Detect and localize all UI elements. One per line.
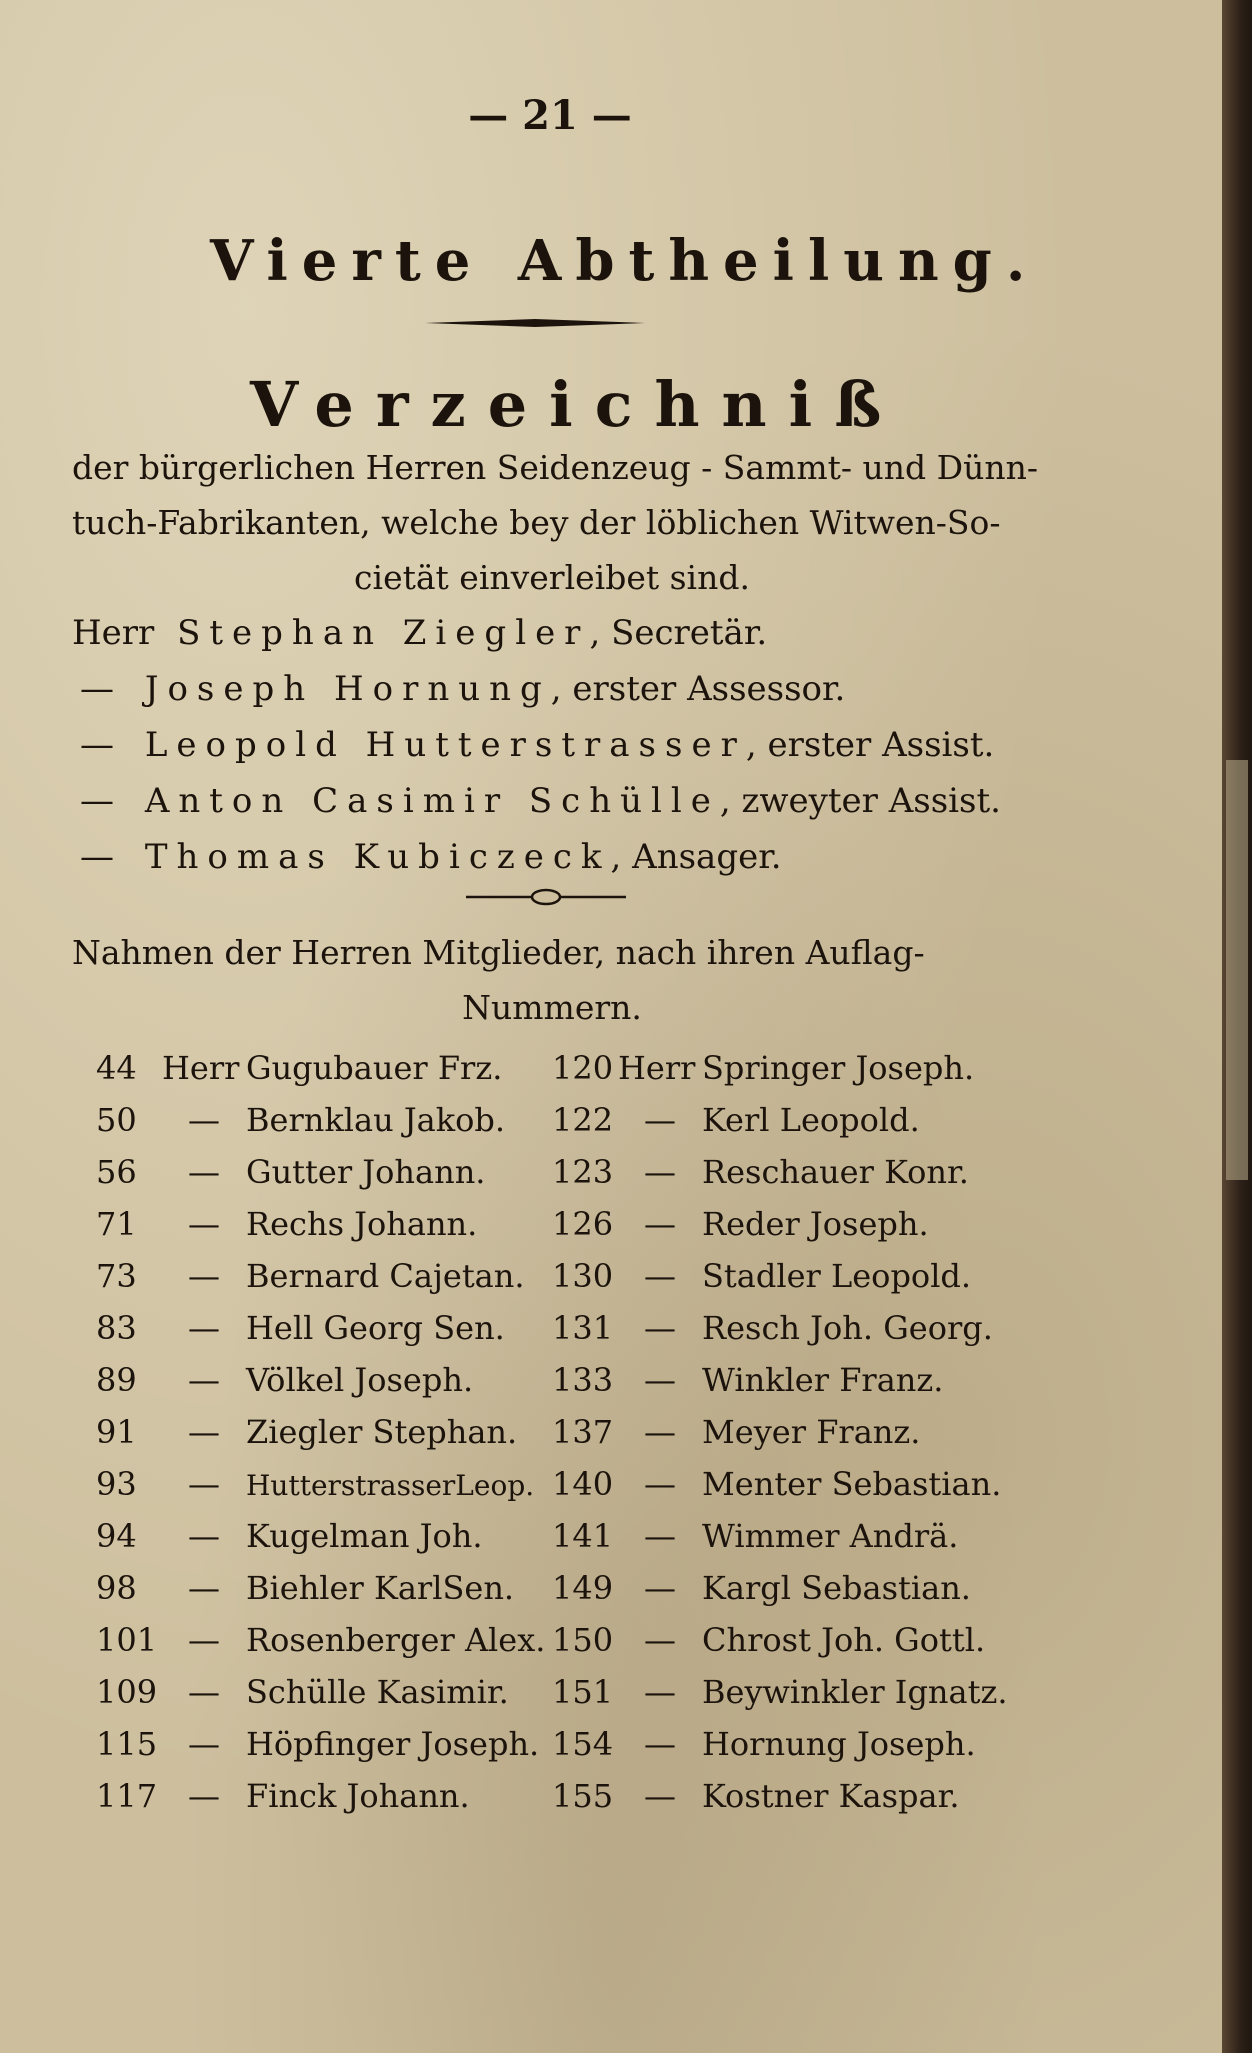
- official-row: [80, 829, 782, 885]
- member-number: 140: [552, 1465, 614, 1503]
- members-heading-line1: Nahmen der Herren Mitglieder, nach ihren Auflag-: [72, 933, 925, 972]
- member-row: [552, 1458, 1052, 1510]
- member-prefix: —: [644, 1257, 676, 1295]
- main-title: Verzeichniß: [250, 368, 904, 441]
- official-name: Leopold Hutterstrasser: [144, 725, 746, 765]
- member-number: 150: [552, 1621, 614, 1659]
- title-description: [72, 440, 1039, 605]
- member-row: [96, 1094, 556, 1146]
- member-name: Wimmer Andrä.: [702, 1517, 959, 1555]
- section-title: Vierte Abtheilung.: [210, 228, 1040, 294]
- member-row: [96, 1042, 556, 1094]
- description-line: tuch-Fabrikanten, welche bey der löblichen Witwen-So-: [72, 503, 1001, 542]
- member-row: [96, 1562, 556, 1614]
- member-prefix: —: [644, 1465, 676, 1503]
- member-name: Gugubauer Frz.: [246, 1049, 503, 1087]
- member-row: [96, 1770, 556, 1822]
- member-number: 131: [552, 1309, 614, 1347]
- members-list-left: [96, 1042, 556, 1822]
- member-prefix: —: [188, 1101, 220, 1139]
- member-prefix: —: [188, 1777, 220, 1815]
- member-prefix: —: [644, 1153, 676, 1191]
- member-name: Finck Johann.: [246, 1777, 470, 1815]
- member-prefix: —: [188, 1257, 220, 1295]
- official-role: , Ansager.: [610, 837, 782, 877]
- member-prefix: —: [644, 1205, 676, 1243]
- member-name: Winkler Franz.: [702, 1361, 944, 1399]
- member-name: Kargl Sebastian.: [702, 1569, 971, 1607]
- member-number: 50: [96, 1101, 137, 1139]
- member-number: 101: [96, 1621, 158, 1659]
- member-number: 109: [96, 1673, 158, 1711]
- member-row: [552, 1770, 1052, 1822]
- official-name: Joseph Hornung: [144, 669, 551, 709]
- member-name: Gutter Johann.: [246, 1153, 486, 1191]
- official-row: [80, 661, 845, 717]
- member-number: 149: [552, 1569, 614, 1607]
- member-number: 122: [552, 1101, 614, 1139]
- member-number: 130: [552, 1257, 614, 1295]
- official-name: Thomas Kubiczeck: [144, 837, 611, 877]
- member-name: Biehler KarlSen.: [246, 1569, 515, 1607]
- member-row: [552, 1666, 1052, 1718]
- member-number: 120: [552, 1049, 614, 1087]
- member-row: [552, 1250, 1052, 1302]
- member-row: [552, 1302, 1052, 1354]
- member-prefix: —: [188, 1621, 220, 1659]
- member-row: [96, 1614, 556, 1666]
- member-number: 141: [552, 1517, 614, 1555]
- member-row: [552, 1094, 1052, 1146]
- thick-rule-divider: [425, 318, 645, 328]
- member-prefix: —: [188, 1413, 220, 1451]
- member-row: [552, 1718, 1052, 1770]
- member-prefix: —: [644, 1621, 676, 1659]
- member-row: [552, 1510, 1052, 1562]
- member-name: Kostner Kaspar.: [702, 1777, 960, 1815]
- official-prefix: Herr: [72, 613, 155, 653]
- member-name: Bernard Cajetan.: [246, 1257, 525, 1295]
- member-row: [552, 1146, 1052, 1198]
- member-number: 71: [96, 1205, 137, 1243]
- member-prefix: —: [644, 1101, 676, 1139]
- member-name: Rosenberger Alex.: [246, 1621, 546, 1659]
- member-name: Reder Joseph.: [702, 1205, 929, 1243]
- member-number: 123: [552, 1153, 614, 1191]
- member-number: 98: [96, 1569, 137, 1607]
- member-prefix: —: [188, 1569, 220, 1607]
- member-number: 89: [96, 1361, 137, 1399]
- members-heading-line2: Nummern.: [462, 988, 642, 1027]
- member-prefix: —: [644, 1413, 676, 1451]
- member-name: Springer Joseph.: [702, 1049, 975, 1087]
- member-row: [552, 1614, 1052, 1666]
- member-prefix: —: [188, 1725, 220, 1763]
- official-name: Stephan Ziegler: [177, 613, 590, 653]
- member-number: 56: [96, 1153, 137, 1191]
- member-prefix: —: [188, 1673, 220, 1711]
- member-row: [552, 1354, 1052, 1406]
- members-list-right: [552, 1042, 1052, 1822]
- member-number: 91: [96, 1413, 137, 1451]
- official-name: Anton Casimir Schülle: [144, 781, 720, 821]
- official-row: [80, 773, 1001, 829]
- official-row: [80, 717, 994, 773]
- member-row: [552, 1406, 1052, 1458]
- member-name: Beywinkler Ignatz.: [702, 1673, 1008, 1711]
- member-prefix: —: [644, 1673, 676, 1711]
- member-number: 94: [96, 1517, 137, 1555]
- member-number: 117: [96, 1777, 158, 1815]
- official-prefix: —: [80, 781, 114, 821]
- description-line: cietät einverleibet sind.: [354, 558, 750, 597]
- official-prefix: —: [80, 669, 114, 709]
- official-role: , zweyter Assist.: [719, 781, 1001, 821]
- member-name: Bernklau Jakob.: [246, 1101, 506, 1139]
- official-prefix: —: [80, 837, 114, 877]
- member-row: [96, 1146, 556, 1198]
- member-prefix: —: [644, 1309, 676, 1347]
- member-row: [96, 1198, 556, 1250]
- member-number: 83: [96, 1309, 137, 1347]
- member-row: [552, 1198, 1052, 1250]
- member-name: Völkel Joseph.: [246, 1361, 474, 1399]
- page-number: — 21 —: [468, 92, 632, 139]
- member-name: Reschauer Konr.: [702, 1153, 969, 1191]
- member-prefix: —: [644, 1517, 676, 1555]
- member-name: Meyer Franz.: [702, 1413, 921, 1451]
- member-prefix: Herr: [618, 1049, 696, 1087]
- official-role: , Secretär.: [589, 613, 768, 653]
- member-row: [552, 1042, 1052, 1094]
- member-prefix: —: [188, 1205, 220, 1243]
- member-row: [96, 1354, 556, 1406]
- member-row: [96, 1510, 556, 1562]
- member-prefix: —: [644, 1725, 676, 1763]
- member-name: Schülle Kasimir.: [246, 1673, 509, 1711]
- member-name: Resch Joh. Georg.: [702, 1309, 993, 1347]
- member-name: Menter Sebastian.: [702, 1465, 1002, 1503]
- member-name: HutterstrasserLeop.: [246, 1469, 535, 1502]
- member-row: [96, 1250, 556, 1302]
- members-heading: [72, 925, 1032, 1035]
- member-number: 155: [552, 1777, 614, 1815]
- member-number: 93: [96, 1465, 137, 1503]
- member-row: [96, 1666, 556, 1718]
- member-prefix: —: [644, 1361, 676, 1399]
- member-number: 151: [552, 1673, 614, 1711]
- member-row: [96, 1302, 556, 1354]
- member-prefix: —: [188, 1465, 220, 1503]
- member-prefix: —: [188, 1153, 220, 1191]
- official-role: , erster Assessor.: [550, 669, 846, 709]
- member-name: Ziegler Stephan.: [246, 1413, 518, 1451]
- member-name: Stadler Leopold.: [702, 1257, 972, 1295]
- member-name: Kerl Leopold.: [702, 1101, 920, 1139]
- member-row: [552, 1562, 1052, 1614]
- member-row: [96, 1458, 556, 1510]
- official-prefix: —: [80, 725, 114, 765]
- official-row: [72, 605, 767, 661]
- member-prefix: Herr: [162, 1049, 240, 1087]
- member-number: 137: [552, 1413, 614, 1451]
- member-number: 126: [552, 1205, 614, 1243]
- member-prefix: —: [188, 1309, 220, 1347]
- member-prefix: —: [644, 1777, 676, 1815]
- ornament-rule-divider: [466, 885, 626, 909]
- member-row: [96, 1718, 556, 1770]
- member-prefix: —: [644, 1569, 676, 1607]
- member-name: Höpfinger Joseph.: [246, 1725, 540, 1763]
- spine-label-strip: [1226, 760, 1248, 1180]
- member-number: 44: [96, 1049, 137, 1087]
- member-name: Rechs Johann.: [246, 1205, 478, 1243]
- member-number: 73: [96, 1257, 137, 1295]
- member-row: [96, 1406, 556, 1458]
- member-name: Hornung Joseph.: [702, 1725, 976, 1763]
- member-number: 133: [552, 1361, 614, 1399]
- member-name: Chrost Joh. Gottl.: [702, 1621, 986, 1659]
- member-prefix: —: [188, 1361, 220, 1399]
- member-number: 154: [552, 1725, 614, 1763]
- official-role: , erster Assist.: [745, 725, 995, 765]
- description-line: der bürgerlichen Herren Seidenzeug - Sammt- und Dünn-: [72, 448, 1039, 487]
- member-name: Hell Georg Sen.: [246, 1309, 505, 1347]
- member-name: Kugelman Joh.: [246, 1517, 483, 1555]
- member-prefix: —: [188, 1517, 220, 1555]
- member-number: 115: [96, 1725, 158, 1763]
